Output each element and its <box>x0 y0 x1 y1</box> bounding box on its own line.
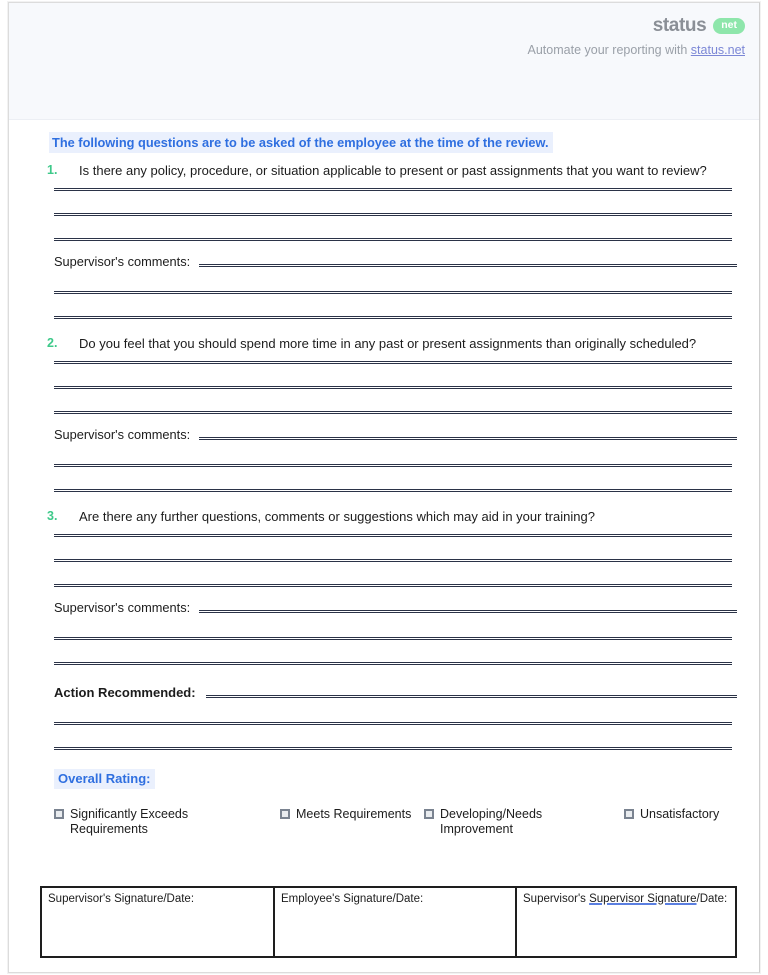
overall-rating-options <box>54 807 737 841</box>
supervisor-comments-label: Supervisor's comments: <box>54 254 191 269</box>
rating-option-label: Unsatisfactory <box>640 807 720 821</box>
question-block-1 <box>47 162 737 319</box>
question-text: Are there any further questions, comments or suggestions which may aid in your training? <box>79 509 595 524</box>
tagline <box>528 43 745 57</box>
rating-option-unsatisfactory[interactable] <box>624 807 760 822</box>
answer-line[interactable] <box>54 637 732 640</box>
action-recommended-lines <box>47 722 737 750</box>
answer-line[interactable] <box>54 316 732 319</box>
answer-line[interactable] <box>54 534 732 537</box>
document-page <box>8 2 760 973</box>
supervisor-comment-lines-1 <box>47 291 737 319</box>
answer-line[interactable] <box>54 584 732 587</box>
question-block-2 <box>47 335 737 492</box>
status-net-link[interactable]: status.net <box>690 43 745 57</box>
answer-line[interactable] <box>54 559 732 562</box>
answer-line[interactable] <box>54 722 732 725</box>
supervisor-comments-line[interactable] <box>199 610 737 613</box>
supervisor-comments-label: Supervisor's comments: <box>54 600 191 615</box>
section-banner: The following questions are to be asked of the employee at the time of the review. <box>49 132 553 153</box>
signature-cell-employee[interactable] <box>275 888 517 956</box>
signature-cell-supervisors-supervisor[interactable] <box>517 888 735 956</box>
supervisor-comments-row-3 <box>54 601 737 615</box>
signature-cell-label: Supervisor's Signature/Date: <box>48 893 195 905</box>
answer-line[interactable] <box>54 411 732 414</box>
signature-cell-label-suffix: /Date: <box>696 893 728 905</box>
checkbox-icon[interactable] <box>280 809 290 819</box>
action-recommended-line[interactable] <box>206 695 737 698</box>
status-net-logo <box>653 15 745 37</box>
question-text: Is there any policy, procedure, or situation applicable to present or past assignments that you want to review? <box>79 163 707 178</box>
checkbox-icon[interactable] <box>54 809 64 819</box>
question-number: 2. <box>47 336 58 350</box>
answer-line[interactable] <box>54 464 732 467</box>
page-header-band <box>9 3 759 120</box>
question-text: Do you feel that you should spend more time in any past or present assignments than originally scheduled? <box>79 336 697 351</box>
answer-line[interactable] <box>54 747 732 750</box>
action-recommended-label: Action Recommended: <box>54 685 196 700</box>
signature-cell-label: Employee's Signature/Date: <box>281 893 424 905</box>
answer-line[interactable] <box>54 386 732 389</box>
supervisor-comments-line[interactable] <box>199 264 737 267</box>
action-recommended-row <box>54 685 737 700</box>
answer-line[interactable] <box>54 489 732 492</box>
supervisor-comments-label: Supervisor's comments: <box>54 427 191 442</box>
answer-line[interactable] <box>54 361 732 364</box>
answer-line[interactable] <box>54 213 732 216</box>
signature-table <box>40 886 737 958</box>
rating-option-meets-requirements[interactable] <box>280 807 430 822</box>
answer-line[interactable] <box>54 662 732 665</box>
rating-option-label: Developing/Needs Improvement <box>440 807 543 836</box>
signature-cell-supervisor[interactable] <box>42 888 275 956</box>
answer-line[interactable] <box>54 291 732 294</box>
rating-option-label: Meets Requirements <box>296 807 412 821</box>
supervisor-comment-lines-3 <box>47 637 737 665</box>
supervisor-comments-line[interactable] <box>199 437 737 440</box>
signature-cell-label-link[interactable]: Supervisor Signature <box>589 893 697 905</box>
overall-rating-label: Overall Rating: <box>54 769 155 789</box>
rating-option-label: Significantly Exceeds Requirements <box>70 807 189 836</box>
question-number: 1. <box>47 163 58 177</box>
question-1 <box>47 162 737 179</box>
rating-option-developing-needs-improvement[interactable] <box>424 807 574 837</box>
supervisor-comments-row-1 <box>54 255 737 269</box>
rating-option-significantly-exceeds[interactable] <box>54 807 204 837</box>
question-block-3 <box>47 508 737 665</box>
question-number: 3. <box>47 509 58 523</box>
checkbox-icon[interactable] <box>624 809 634 819</box>
checkbox-icon[interactable] <box>424 809 434 819</box>
tagline-text: Automate your reporting with <box>527 43 691 57</box>
brand-net-pill: net <box>713 18 745 34</box>
supervisor-comment-lines-2 <box>47 464 737 492</box>
form-content <box>9 120 759 841</box>
supervisor-comments-row-2 <box>54 428 737 442</box>
question-3 <box>47 508 737 525</box>
question-2 <box>47 335 737 352</box>
brand-wordmark: status <box>652 15 707 36</box>
answer-lines-2 <box>47 361 737 414</box>
signature-cell-label-prefix: Supervisor's <box>523 893 590 905</box>
answer-line[interactable] <box>54 188 732 191</box>
answer-lines-1 <box>47 188 737 241</box>
answer-lines-3 <box>47 534 737 587</box>
answer-line[interactable] <box>54 238 732 241</box>
